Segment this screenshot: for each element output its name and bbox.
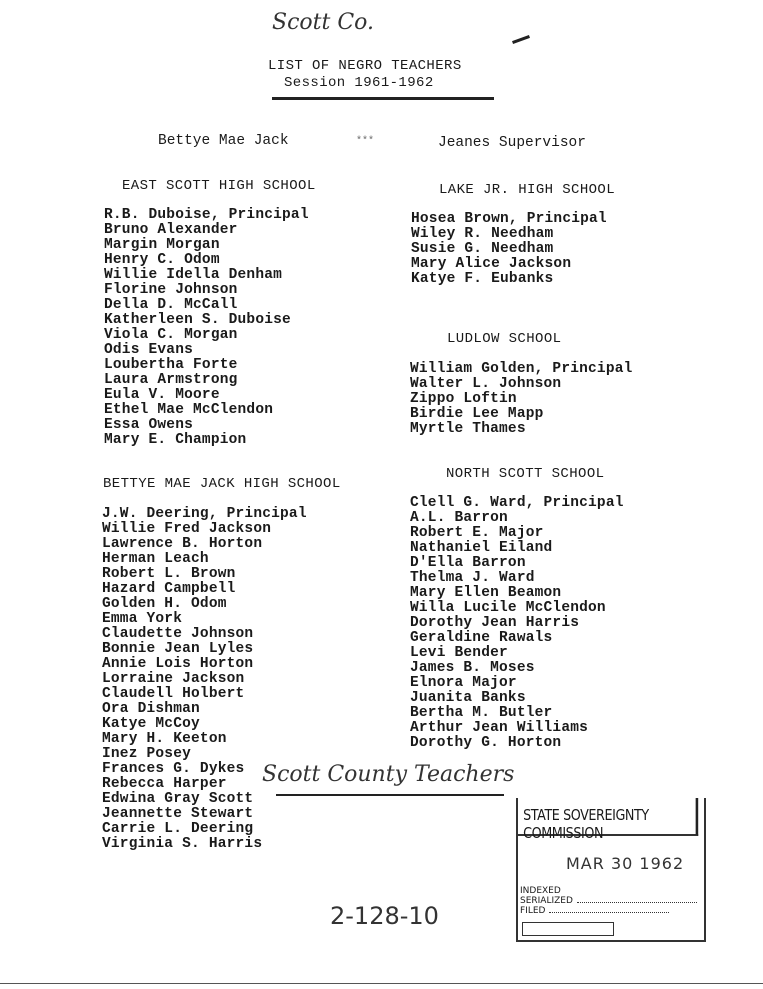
list-item: Thelma J. Ward bbox=[410, 570, 535, 586]
list-item: Jeannette Stewart bbox=[102, 806, 254, 822]
list-item: Claudell Holbert bbox=[102, 686, 245, 702]
list-item: Bertha M. Butler bbox=[410, 705, 553, 721]
list-item: D'Ella Barron bbox=[410, 555, 526, 571]
teacher-list-ludlow bbox=[410, 362, 633, 437]
list-item: Viola C. Morgan bbox=[104, 327, 238, 343]
list-item: Mary E. Champion bbox=[104, 432, 247, 448]
list-item: Inez Posey bbox=[102, 746, 192, 762]
title-underline bbox=[272, 97, 494, 100]
list-item: J.W. Deering, Principal bbox=[102, 506, 307, 522]
list-item: Katye F. Eubanks bbox=[411, 271, 554, 287]
document-title: LIST OF NEGRO TEACHERS bbox=[268, 58, 462, 74]
teacher-list-bettye-mae-jack bbox=[102, 507, 307, 852]
list-item: Wiley R. Needham bbox=[411, 226, 554, 242]
supervisor-separator: *** bbox=[356, 136, 375, 147]
bottom-scan-line bbox=[0, 983, 763, 984]
list-item: Bonnie Jean Lyles bbox=[102, 641, 254, 657]
list-item: Essa Owens bbox=[104, 417, 194, 433]
file-number: 2-128-10 bbox=[330, 902, 439, 930]
stamp-filed: FILED bbox=[520, 906, 697, 916]
list-item: Robert L. Brown bbox=[102, 566, 236, 582]
pen-mark bbox=[512, 35, 530, 44]
teacher-list-lake-jr bbox=[411, 212, 607, 287]
list-item: Ora Dishman bbox=[102, 701, 200, 717]
list-item: Nathaniel Eiland bbox=[410, 540, 553, 556]
list-item: Loubertha Forte bbox=[104, 357, 238, 373]
list-item: William Golden, Principal bbox=[410, 361, 633, 377]
supervisor-role: Jeanes Supervisor bbox=[438, 135, 586, 151]
list-item: Willie Fred Jackson bbox=[102, 521, 272, 537]
teacher-list-east-scott bbox=[104, 208, 309, 448]
list-item: Hosea Brown, Principal bbox=[411, 211, 607, 227]
teacher-list-north-scott bbox=[410, 496, 624, 751]
list-item: Della D. McCall bbox=[104, 297, 238, 313]
list-item: Rebecca Harper bbox=[102, 776, 227, 792]
list-item: Juanita Banks bbox=[410, 690, 526, 706]
list-item: Arthur Jean Williams bbox=[410, 720, 589, 736]
list-item: Eula V. Moore bbox=[104, 387, 220, 403]
list-item: Henry C. Odom bbox=[104, 252, 220, 268]
stamp-box bbox=[522, 922, 614, 936]
list-item: Walter L. Johnson bbox=[410, 376, 562, 392]
note-underline bbox=[276, 794, 504, 796]
school-heading-north-scott: NORTH SCOTT SCHOOL bbox=[446, 466, 605, 482]
stamp-fields bbox=[520, 886, 697, 916]
list-item: Dorothy G. Horton bbox=[410, 735, 562, 751]
session-label: Session 1961-1962 bbox=[284, 75, 434, 91]
list-item: Willa Lucile McClendon bbox=[410, 600, 606, 616]
list-item: Robert E. Major bbox=[410, 525, 544, 541]
list-item: A.L. Barron bbox=[410, 510, 508, 526]
school-heading-bettye-mae-jack: BETTYE MAE JACK HIGH SCHOOL bbox=[103, 476, 341, 492]
list-item: Mary Ellen Beamon bbox=[410, 585, 562, 601]
list-item: Frances G. Dykes bbox=[102, 761, 245, 777]
list-item: R.B. Duboise, Principal bbox=[104, 207, 309, 223]
stamp-title: STATE SOVEREIGNTY COMMISSION bbox=[518, 798, 698, 836]
list-item: Susie G. Needham bbox=[411, 241, 554, 257]
list-item: Clell G. Ward, Principal bbox=[410, 495, 624, 511]
list-item: Dorothy Jean Harris bbox=[410, 615, 580, 631]
list-item: Annie Lois Horton bbox=[102, 656, 254, 672]
handwritten-note: Scott County Teachers bbox=[262, 762, 515, 787]
list-item: Zippo Loftin bbox=[410, 391, 517, 407]
list-item: Hazard Campbell bbox=[102, 581, 236, 597]
list-item: Levi Bender bbox=[410, 645, 508, 661]
list-item: Lawrence B. Horton bbox=[102, 536, 263, 552]
received-stamp bbox=[516, 798, 706, 942]
stamp-date: MAR 30 1962 bbox=[566, 854, 685, 873]
list-item: Lorraine Jackson bbox=[102, 671, 245, 687]
list-item: Elnora Major bbox=[410, 675, 517, 691]
list-item: Margin Morgan bbox=[104, 237, 220, 253]
list-item: Birdie Lee Mapp bbox=[410, 406, 544, 422]
list-item: Willie Idella Denham bbox=[104, 267, 283, 283]
list-item: Odis Evans bbox=[104, 342, 194, 358]
list-item: Virginia S. Harris bbox=[102, 836, 263, 852]
school-heading-lake-jr: LAKE JR. HIGH SCHOOL bbox=[439, 182, 616, 198]
stamp-indexed: INDEXED bbox=[520, 886, 561, 896]
list-item: Ethel Mae McClendon bbox=[104, 402, 274, 418]
list-item: Myrtle Thames bbox=[410, 421, 526, 437]
school-heading-east-scott: EAST SCOTT HIGH SCHOOL bbox=[122, 178, 316, 194]
list-item: Emma York bbox=[102, 611, 183, 627]
list-item: Golden H. Odom bbox=[102, 596, 227, 612]
list-item: James B. Moses bbox=[410, 660, 535, 676]
handwritten-header: Scott Co. bbox=[272, 10, 374, 35]
list-item: Florine Johnson bbox=[104, 282, 238, 298]
list-item: Katherleen S. Duboise bbox=[104, 312, 291, 328]
list-item: Claudette Johnson bbox=[102, 626, 254, 642]
list-item: Mary Alice Jackson bbox=[411, 256, 572, 272]
school-heading-ludlow: LUDLOW SCHOOL bbox=[447, 331, 562, 347]
list-item: Bruno Alexander bbox=[104, 222, 238, 238]
list-item: Carrie L. Deering bbox=[102, 821, 254, 837]
list-item: Herman Leach bbox=[102, 551, 209, 567]
list-item: Laura Armstrong bbox=[104, 372, 238, 388]
supervisor-name: Bettye Mae Jack bbox=[158, 133, 289, 149]
list-item: Geraldine Rawals bbox=[410, 630, 553, 646]
list-item: Katye McCoy bbox=[102, 716, 200, 732]
list-item: Edwina Gray Scott bbox=[102, 791, 254, 807]
list-item: Mary H. Keeton bbox=[102, 731, 227, 747]
stamp-serialized: SERIALIZED bbox=[520, 896, 697, 906]
